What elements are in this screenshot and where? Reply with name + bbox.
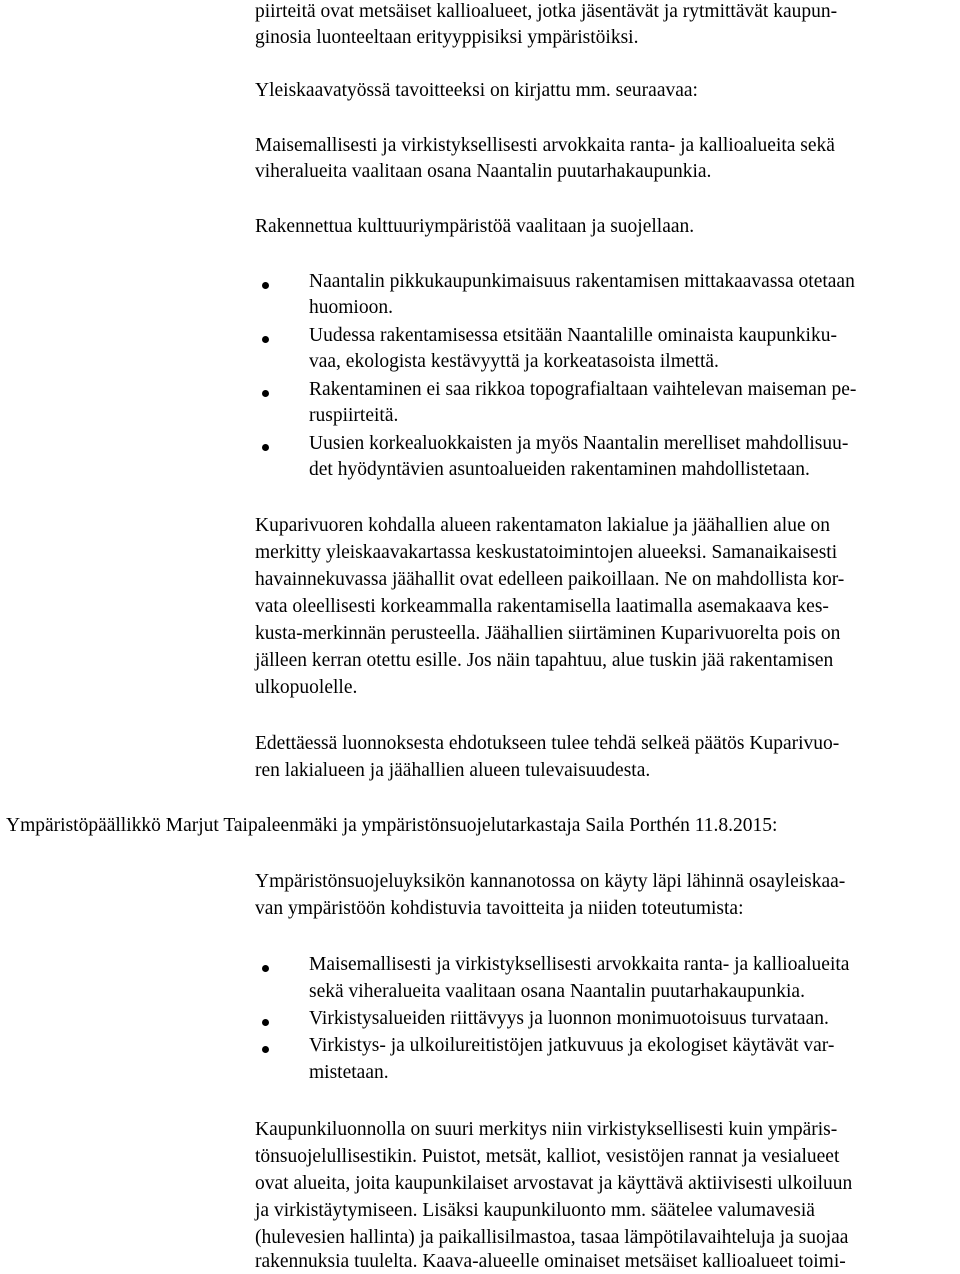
paragraph-line: Yleiskaavatyössä tavoitteeksi on kirjattu mm. seuraavaa: — [255, 80, 698, 101]
list-item-continuation: vaa, ekologista kestävyyttä ja korkeatasoista ilmettä. — [309, 351, 719, 372]
list-item-continuation: ruspiirteitä. — [309, 405, 399, 426]
bullet-icon — [262, 336, 269, 343]
paragraph-line: Rakennettua kulttuuriympäristöä vaalitaan ja suojellaan. — [255, 216, 695, 237]
list-item-continuation: sekä viheralueita vaalitaan osana Naantalin puutarhakaupunkia. — [309, 981, 805, 1002]
paragraph-line: piirteitä ovat metsäiset kallioalueet, jotka jäsentävät ja rytmittävät kaupun- — [255, 1, 838, 22]
bullet-icon — [262, 1019, 269, 1026]
paragraph-line: vata oleellisesti korkeammalla rakentamisella laatimalla asemakaava kes- — [255, 596, 829, 617]
bullet-icon — [262, 965, 269, 972]
paragraph-line: viheralueita vaalitaan osana Naantalin puutarhakaupunkia. — [255, 161, 712, 182]
bullet-icon — [262, 282, 269, 289]
paragraph-line: rakennuksia tuulelta. Kaava-alueelle ominaiset metsäiset kallioalueet toimi- — [255, 1251, 846, 1272]
paragraph-line: van ympäristöön kohdistuvia tavoitteita ja niiden toteutumista: — [255, 898, 744, 919]
paragraph-line: Kuparivuoren kohdalla alueen rakentamaton lakialue ja jäähallien alue on — [255, 515, 831, 536]
paragraph-line: ren lakialueen ja jäähallien alueen tulevaisuudesta. — [255, 760, 651, 781]
paragraph-line: Kaupunkiluonnolla on suuri merkitys niin virkistyksellisesti kuin ympäris- — [255, 1119, 838, 1140]
bullet-icon — [262, 444, 269, 451]
paragraph-line: ulkopuolelle. — [255, 677, 358, 698]
paragraph-line: tönsuojelullisestikin. Puistot, metsät, kalliot, vesistöjen rannat ja vesialueet — [255, 1146, 840, 1167]
list-item: Maisemallisesti ja virkistyksellisesti arvokkaita ranta- ja kallioalueita — [309, 954, 850, 975]
list-item-continuation: mistetaan. — [309, 1062, 389, 1083]
paragraph-line: Ympäristönsuojeluyksikön kannanotossa on käyty läpi lähinnä osayleiskaa- — [255, 871, 846, 892]
paragraph-line: ovat alueita, joita kaupunkilaiset arvostavat ja käyttävä aktiivisesti ulkoiluun — [255, 1173, 853, 1194]
list-item: Uudessa rakentamisessa etsitään Naantalille ominaista kaupunkiku- — [309, 325, 837, 346]
bullet-icon — [262, 390, 269, 397]
list-item: Uusien korkealuokkaisten ja myös Naantalin merelliset mahdollisuu- — [309, 433, 849, 454]
paragraph-line: (hulevesien hallinta) ja paikallisilmastoa, tasaa lämpötilavaihteluja ja suojaa — [255, 1227, 849, 1248]
list-item: Virkistysalueiden riittävyys ja luonnon monimuotoisuus turvataan. — [309, 1008, 829, 1029]
paragraph-line: ja virkistäytymiseen. Lisäksi kaupunkiluonto mm. säätelee valumavesiä — [255, 1200, 815, 1221]
paragraph-line: Edettäessä luonnoksesta ehdotukseen tulee tehdä selkeä päätös Kuparivuo- — [255, 733, 840, 754]
list-item-continuation: det hyödyntävien asuntoalueiden rakentaminen mahdollistetaan. — [309, 459, 810, 480]
paragraph-line: merkitty yleiskaavakartassa keskustatoimintojen alueeksi. Samanaikaisesti — [255, 542, 838, 563]
list-item: Naantalin pikkukaupunkimaisuus rakentamisen mittakaavassa otetaan — [309, 271, 855, 292]
paragraph-line: kusta-merkinnän perusteella. Jäähallien siirtäminen Kuparivuorelta pois on — [255, 623, 841, 644]
list-item: Rakentaminen ei saa rikkoa topografialtaan vaihtelevan maiseman pe- — [309, 379, 857, 400]
paragraph-line: jälleen kerran otettu esille. Jos näin tapahtuu, alue tuskin jää rakentamisen — [255, 650, 834, 671]
section-heading: Ympäristöpäällikkö Marjut Taipaleenmäki ja ympäristönsuojelutarkastaja Saila Porthén 11.8.2015: — [6, 815, 778, 836]
list-item: Virkistys- ja ulkoilureitistöjen jatkuvuus ja ekologiset käytävät var- — [309, 1035, 835, 1056]
paragraph-line: ginosia luonteeltaan erityyppisiksi ympäristöiksi. — [255, 27, 639, 48]
paragraph-line: Maisemallisesti ja virkistyksellisesti arvokkaita ranta- ja kallioalueita sekä — [255, 135, 835, 156]
bullet-icon — [262, 1046, 269, 1053]
list-item-continuation: huomioon. — [309, 297, 393, 318]
paragraph-line: havainnekuvassa jäähallit ovat edelleen paikoillaan. Ne on mahdollista kor- — [255, 569, 845, 590]
